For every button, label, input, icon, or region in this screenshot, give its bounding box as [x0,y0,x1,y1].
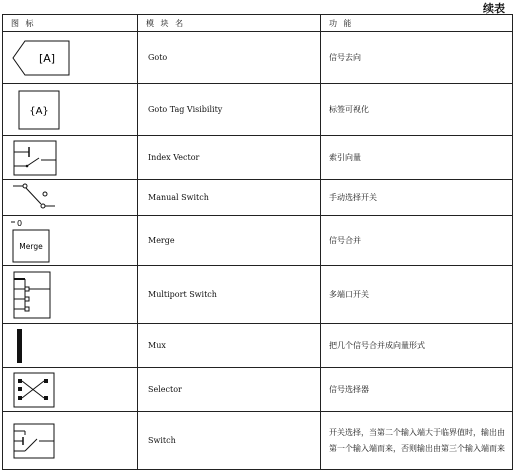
table-row [3,84,513,136]
module-name: Mux [138,324,321,368]
merge-cell [3,216,138,266]
module-function: 信号合并 [321,216,513,266]
module-table [2,14,513,470]
module-function: 标签可视化 [321,84,513,136]
manual-switch-icon [11,182,71,214]
module-name: Manual Switch [138,180,321,216]
module-name: Index Vector [138,136,321,180]
header-module: 模 块 名 [138,15,321,32]
table-row [3,324,513,368]
header-icon: 图 标 [3,15,138,32]
mux-cell [3,324,138,368]
module-name: Merge [138,216,321,266]
module-name: Goto Tag Visibility [138,84,321,136]
module-name: Goto [138,32,321,84]
table-row [3,216,513,266]
selector-cell [3,368,138,412]
module-function: 多端口开关 [321,266,513,324]
mux-block-icon [11,326,71,366]
visibility-tag-text: {A} [29,105,49,117]
goto-cell [3,32,138,84]
continued-label: 续表 [483,2,505,15]
table-row [3,32,513,84]
table-row [3,368,513,412]
table-row [3,412,513,470]
multiport-switch-cell [3,266,138,324]
merge-text: Merge [19,241,43,251]
table-row [3,266,513,324]
module-name: Multiport Switch [138,266,321,324]
goto-tag-visibility-cell [3,84,138,136]
merge-block-icon [11,218,71,264]
module-name: Switch [138,412,321,470]
module-function: 索引向量 [321,136,513,180]
manual-switch-cell [3,180,138,216]
goto-tag-visibility-icon [11,88,71,132]
module-function: 信号去向 [321,32,513,84]
merge-zero-label: 0 [17,218,23,228]
module-name: Selector [138,368,321,412]
module-function: 信号选择器 [321,368,513,412]
table-header-row [3,15,513,32]
module-function: 手动选择开关 [321,180,513,216]
selector-block-icon [11,370,71,410]
header-function: 功 能 [321,15,513,32]
module-function: 开关选择，当第二个输入端大于临界值时，输出由第一个输入端而来，否则输出由第三个输入端而来 [321,412,513,470]
index-vector-icon [11,138,71,178]
switch-block-icon [11,421,71,461]
switch-cell [3,412,138,470]
goto-block-icon [11,38,71,78]
table-row [3,136,513,180]
table-row [3,180,513,216]
goto-tag-text: [A] [38,51,56,65]
index-vector-cell [3,136,138,180]
module-function: 把几个信号合并成向量形式 [321,324,513,368]
multiport-switch-icon [11,269,71,321]
